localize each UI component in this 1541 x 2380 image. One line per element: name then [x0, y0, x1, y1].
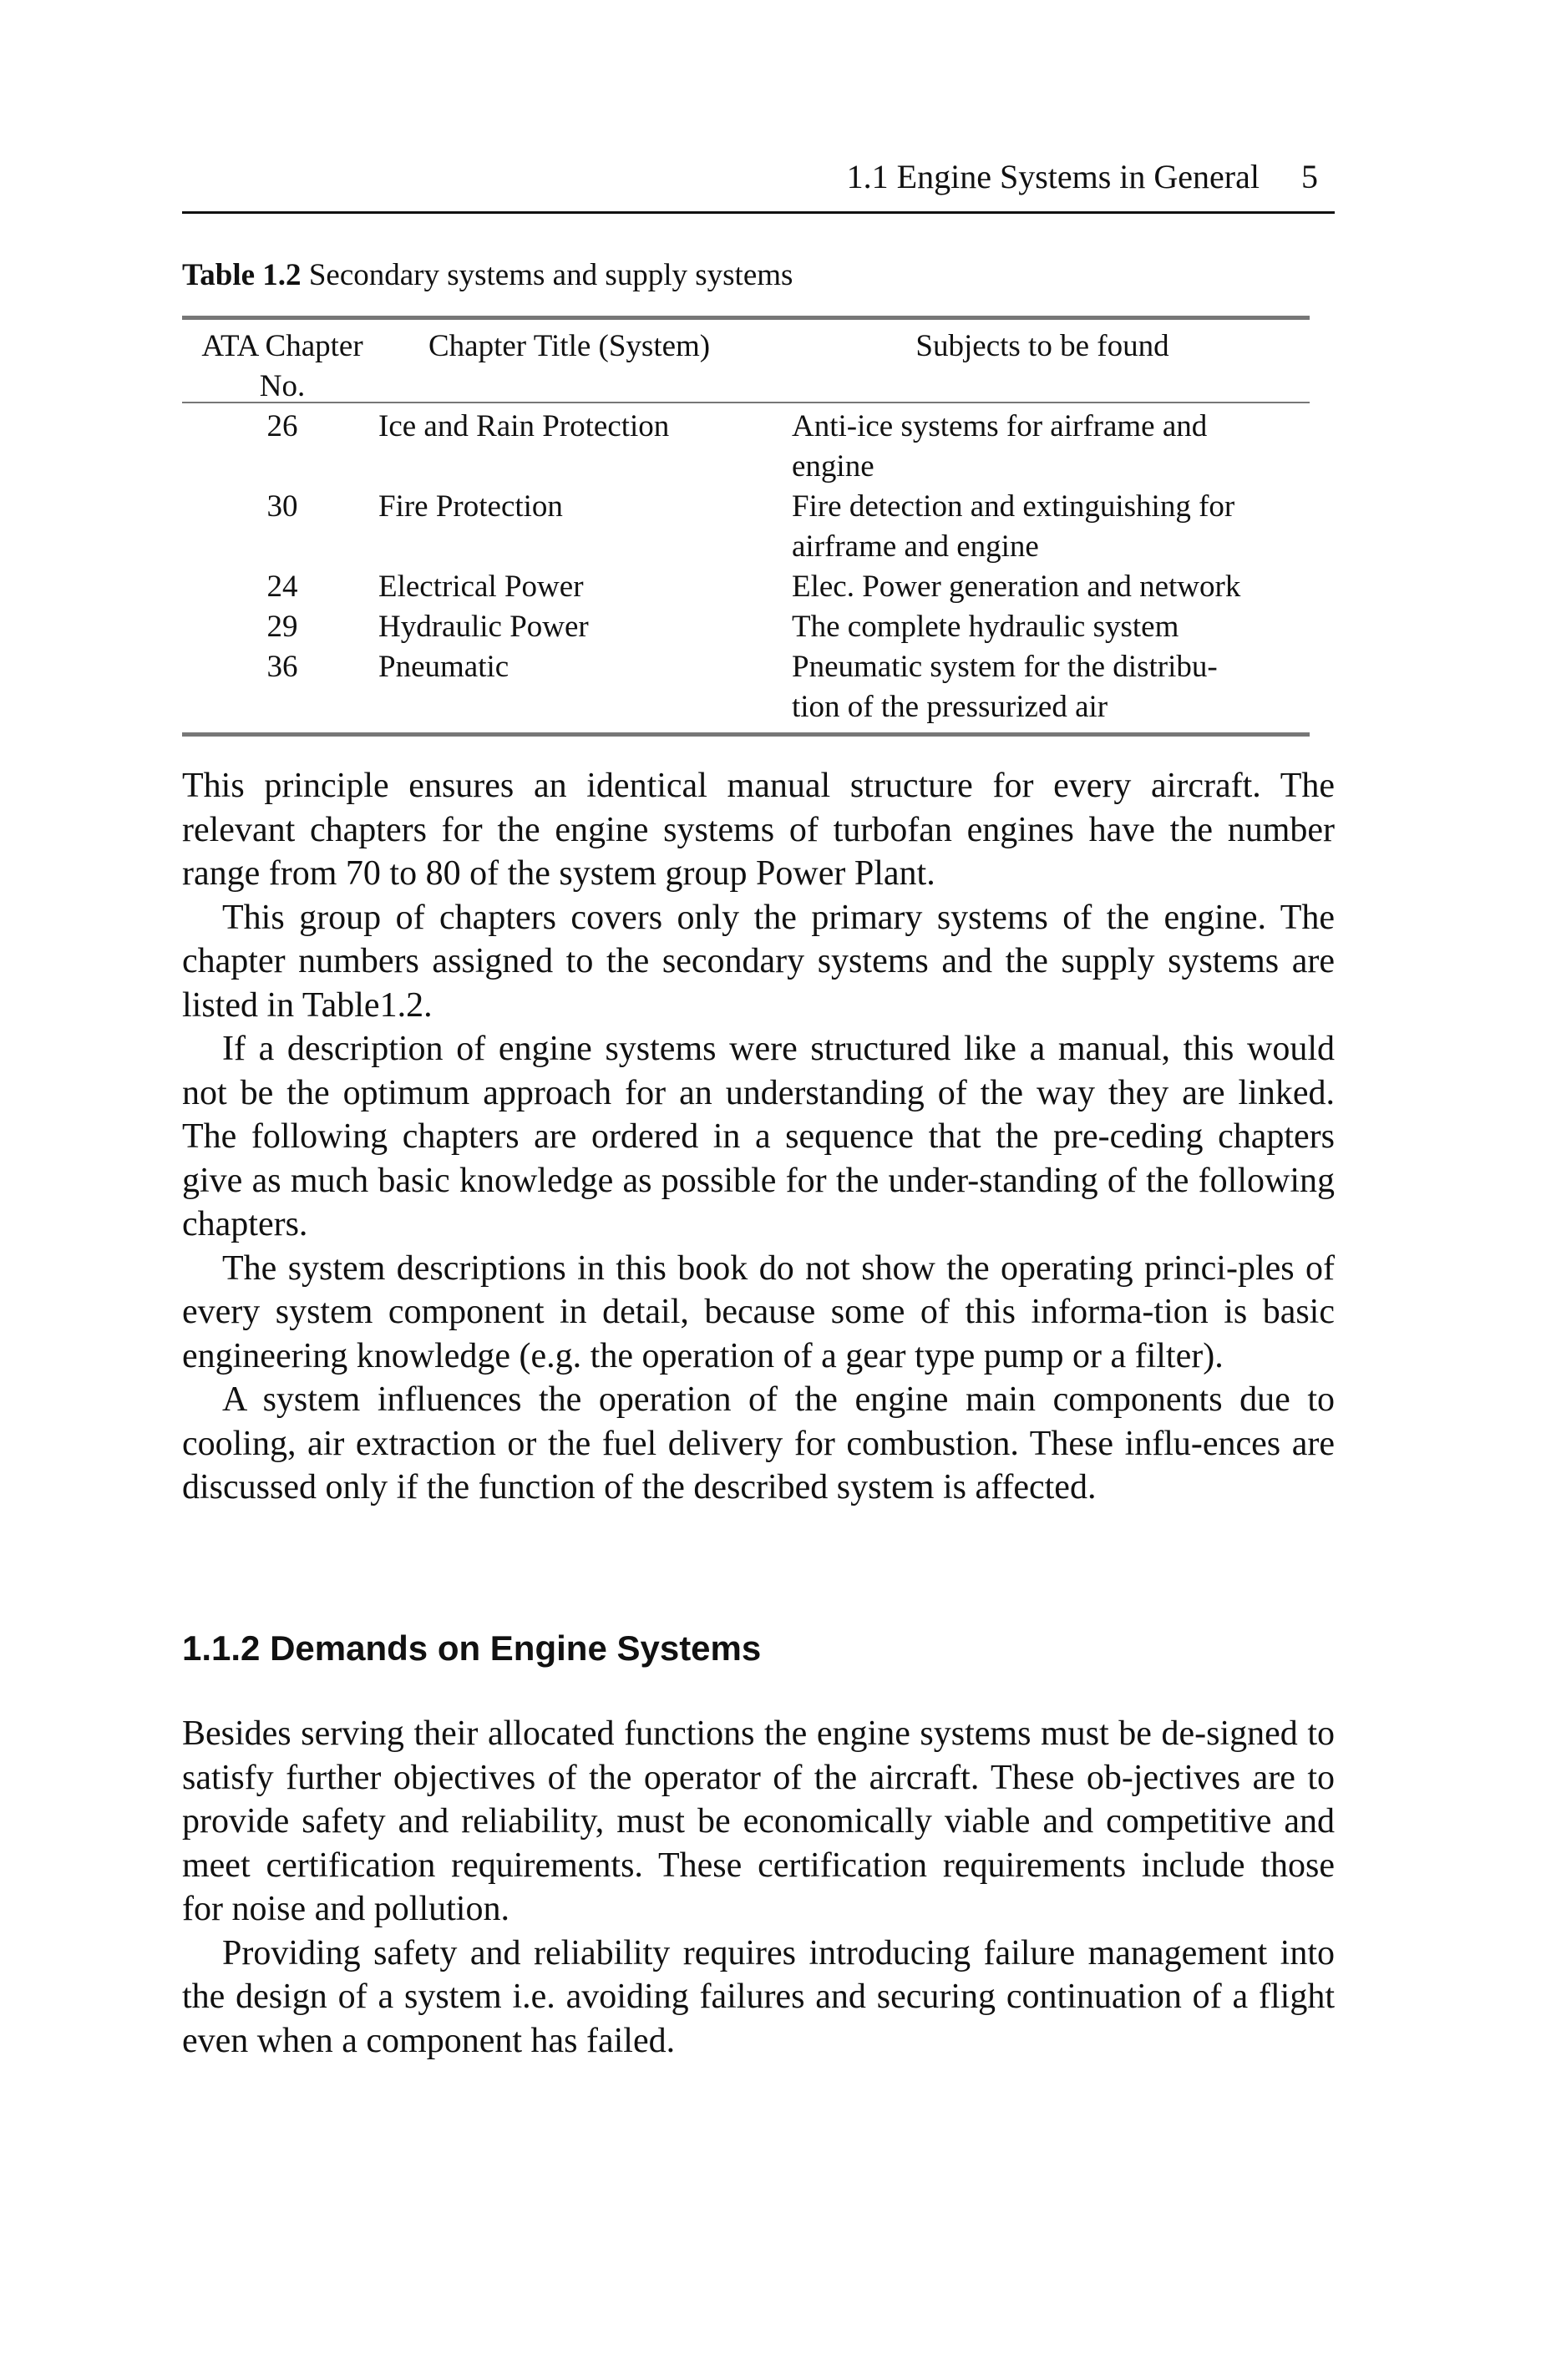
table-row: [182, 567, 1310, 607]
paragraph: If a description of engine systems were structured like a manual, this would not be the optimum approach for an understanding of the way they are linked. The following chapters are ordered in a sequence that the pre-ceding chapters give as much basic knowledge as possible for the under-standing of the following chapters.: [182, 1030, 1335, 1243]
paragraph: This group of chapters covers only the primary systems of the engine. The chapter numbers assigned to the secondary systems and the supply systems are listed in Table1.2.: [182, 898, 1335, 1025]
row-chapter-title: Ice and Rain Protection: [378, 409, 670, 443]
row-subjects-line: airframe and engine: [792, 529, 1039, 564]
section-body-text: [182, 1712, 1335, 2063]
section-heading: 1.1.2 Demands on Engine Systems: [182, 1628, 762, 1668]
systems-table: [182, 316, 1310, 737]
paragraph: Providing safety and reliability requires introducing failure management into the design of a system i.e. avoiding failures and securing continuation of a flight even when a component has failed.: [182, 1933, 1335, 2060]
table-caption: [182, 257, 793, 293]
header-rule: [182, 211, 1335, 214]
row-subjects-line: Pneumatic system for the distribu-: [792, 650, 1218, 684]
table-caption-label: Table 1.2: [182, 258, 302, 292]
row-chapter-no: 30: [266, 489, 298, 524]
header-ata-chapter: [186, 327, 378, 407]
row-subjects: [792, 407, 1310, 487]
row-chapter-title: Pneumatic: [378, 650, 509, 684]
row-subjects: [792, 567, 1310, 607]
paragraph: A system influences the operation of the engine main components due to cooling, air extraction or the fuel delivery for combustion. These influ-ences are discussed only if the function of the described system is affected.: [182, 1380, 1335, 1506]
body-text: [182, 764, 1335, 1510]
header-ata-chapter-line2: No.: [259, 369, 306, 403]
row-subjects: [792, 607, 1310, 647]
row-subjects-line: Fire detection and extinguishing for: [792, 489, 1235, 524]
header-ata-chapter-line1: ATA Chapter: [201, 329, 363, 363]
row-chapter-title: Fire Protection: [378, 489, 563, 524]
row-chapter-title: Electrical Power: [378, 570, 584, 604]
paragraph: The system descriptions in this book do not show the operating princi-ples of every system component in detail, because some of this informa-tion is basic engineering knowledge (e.g. the operation of a gear type pump or a filter).: [182, 1248, 1335, 1375]
row-subjects: [792, 647, 1310, 727]
table-row: [182, 487, 1310, 567]
table-row: [182, 407, 1310, 487]
row-chapter-no: 36: [266, 650, 298, 684]
row-chapter-no: 24: [266, 570, 298, 604]
table-body: [182, 403, 1310, 727]
row-subjects-line: engine: [792, 449, 874, 484]
running-header: [182, 157, 1335, 199]
page-number: 5: [1301, 158, 1318, 195]
row-chapter-no: 29: [266, 610, 298, 644]
header-chapter-title: Chapter Title (System): [428, 329, 711, 363]
row-chapter-title: Hydraulic Power: [378, 610, 589, 644]
row-chapter-no: 26: [266, 409, 298, 443]
table-caption-text: Secondary systems and supply systems: [301, 258, 793, 292]
row-subjects-line: tion of the pressurized air: [792, 690, 1108, 724]
table-bottom-rule: [182, 732, 1310, 737]
table-row: [182, 607, 1310, 647]
paragraph: This principle ensures an identical manual structure for every aircraft. The relevant chapters for the engine systems of turbofan engines have the number range from 70 to 80 of the system group Power Plant.: [182, 767, 1335, 893]
running-header-title: 1.1 Engine Systems in General: [846, 158, 1260, 195]
paragraph: Besides serving their allocated functions the engine systems must be de-signed to satisfy further objectives of the operator of the aircraft. These ob-jectives are to provide safety and reliability, must be economically viable and competitive and meet certification requirements. These certification requirements include those for noise and pollution.: [182, 1714, 1335, 1928]
table-header-row: [182, 320, 1310, 402]
row-subjects: [792, 487, 1310, 567]
header-subjects: Subjects to be found: [915, 329, 1169, 363]
row-subjects-line: Elec. Power generation and network: [792, 570, 1241, 604]
row-subjects-line: The complete hydraulic system: [792, 610, 1179, 644]
table-row: [182, 647, 1310, 727]
row-subjects-line: Anti-ice systems for airframe and: [792, 409, 1208, 443]
